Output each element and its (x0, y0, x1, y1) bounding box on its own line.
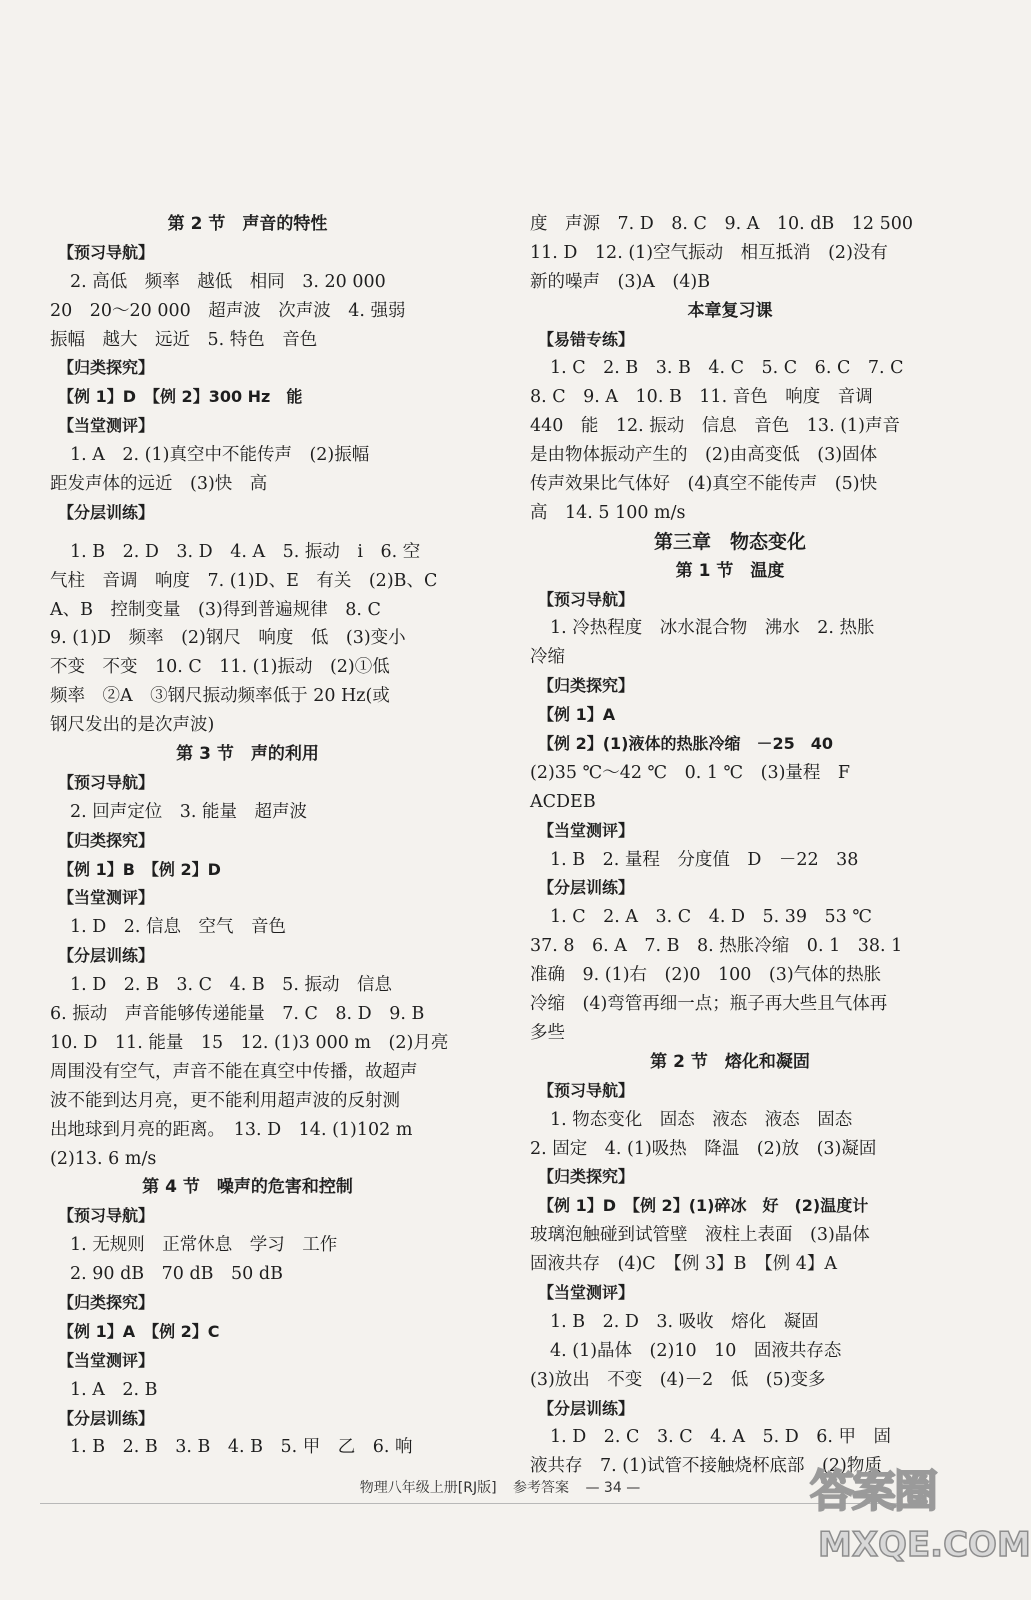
subsection-label: 【预习导航】 (58, 242, 155, 262)
answer-line: 冷缩 (530, 647, 565, 668)
answer-line: 10. D 11. 能量 15 12. (1)3 000 m (2)月亮 (50, 1032, 449, 1053)
answer-line: 新的噪声 (3)A (4)B (530, 271, 711, 292)
answer-line: 距发声体的远近 (3)快 高 (50, 474, 268, 495)
subsection-label: 【当堂测评】 (538, 820, 635, 840)
answer-line: 多些 (530, 1022, 565, 1043)
answer-paragraph: 1. 物态变化 固态 液态 液态 固态 (550, 1109, 853, 1130)
answer-paragraph: 2. 90 dB 70 dB 50 dB (70, 1264, 283, 1285)
answer-line: 固液共存 (4)C 【例 3】B 【例 4】A (530, 1254, 838, 1275)
chapter-heading: 第三章 物态变化 (653, 530, 806, 553)
subsection-label: 【例 1】D 【例 2】300 Hz 能 (58, 387, 303, 407)
answer-paragraph: 1. 冷热程度 冰水混合物 沸水 2. 热胀 (550, 618, 875, 639)
answer-paragraph: 1. C 2. A 3. C 4. D 5. 39 53 ℃ (550, 907, 872, 928)
answer-line: 振幅 越大 远近 5. 特色 音色 (50, 329, 318, 350)
answer-line: 2. 固定 4. (1)吸热 降温 (2)放 (3)凝固 (530, 1138, 877, 1159)
answer-paragraph: 1. B 2. 量程 分度值 D －22 38 (550, 849, 859, 870)
answer-line: A、B 控制变量 (3)得到普遍规律 8. C (50, 599, 381, 620)
watermark-logo: 答案圈 (810, 1466, 936, 1517)
section-heading: 第 1 节 温度 (675, 560, 785, 581)
subsection-label: 【预习导航】 (538, 1080, 635, 1100)
answer-line: 440 能 12. 振动 信息 音色 13. (1)声音 (530, 416, 900, 437)
footer-rule (40, 1503, 920, 1504)
answer-paragraph: 2. 高低 频率 越低 相同 3. 20 000 (70, 271, 386, 292)
answer-paragraph: 4. (1)晶体 (2)10 10 固液共存态 (550, 1340, 842, 1361)
answer-line: 8. C 9. A 10. B 11. 音色 响度 音调 (530, 387, 873, 408)
answer-line: 频率 ②A ③钢尺振动频率低于 20 Hz(或 (50, 686, 390, 707)
subsection-label: 【例 2】(1)液体的热胀冷缩 －25 40 (538, 734, 833, 754)
subsection-label: 【例 1】B 【例 2】D (58, 859, 221, 879)
answer-line: 周围没有空气，声音不能在真空中传播，故超声 (50, 1061, 418, 1082)
subsection-label: 【分层训练】 (58, 946, 155, 966)
answer-line: 出地球到月亮的距离。 13. D 14. (1)102 m (50, 1119, 413, 1140)
answer-paragraph: 1. C 2. B 3. B 4. C 5. C 6. C 7. C (550, 358, 904, 379)
answer-line: 6. 振动 声音能够传递能量 7. C 8. D 9. B (50, 1004, 425, 1025)
answer-line: 钢尺发出的是次声波) (50, 715, 215, 736)
subsection-label: 【当堂测评】 (58, 1350, 155, 1370)
subsection-label: 【当堂测评】 (58, 888, 155, 908)
subsection-label: 【预习导航】 (58, 1206, 155, 1226)
answer-paragraph: 1. A 2. (1)真空中不能传声 (2)振幅 (70, 445, 370, 466)
answer-line: 37. 8 6. A 7. B 8. 热胀冷缩 0. 1 38. 1 (530, 936, 903, 957)
answer-line: 9. (1)D 频率 (2)钢尺 响度 低 (3)变小 (50, 628, 406, 649)
subsection-label: 【当堂测评】 (58, 416, 155, 436)
subsection-label: 【例 1】D 【例 2】(1)碎冰 好 (2)温度计 (538, 1196, 869, 1216)
answer-line: 传声效果比气体好 (4)真空不能传声 (5)快 (530, 474, 878, 495)
answer-line: 冷缩 (4)弯管再细一点；瓶子再大些且气体再 (530, 994, 888, 1015)
subsection-label: 【归类探究】 (58, 358, 155, 378)
section-heading: 第 2 节 声音的特性 (167, 214, 328, 234)
footer-page-number: — 34 — (585, 1480, 641, 1496)
answer-line: 20 20～20 000 超声波 次声波 4. 强弱 (50, 300, 406, 321)
section-heading: 第 3 节 声的利用 (176, 744, 319, 765)
subsection-label: 【例 1】A 【例 2】C (58, 1321, 220, 1341)
answer-paragraph: 1. D 2. B 3. C 4. B 5. 振动 信息 (70, 975, 392, 996)
answer-paragraph: 2. 回声定位 3. 能量 超声波 (70, 801, 308, 822)
subsection-label: 【预习导航】 (538, 589, 635, 609)
answer-line: ACDEB (530, 791, 596, 812)
section-heading: 本章复习课 (687, 300, 773, 321)
answer-paragraph: 1. D 2. 信息 空气 音色 (70, 917, 287, 938)
subsection-label: 【易错专练】 (538, 329, 635, 349)
watermark (810, 1455, 1031, 1575)
watermark-url: MXQE.COM (818, 1525, 1031, 1565)
subsection-label: 【归类探究】 (58, 830, 155, 850)
answer-line: 玻璃泡触碰到试管壁 液柱上表面 (3)晶体 (530, 1225, 870, 1246)
answer-line: (2)13. 6 m/s (50, 1148, 157, 1169)
answer-line: 高 14. 5 100 m/s (530, 502, 686, 523)
answer-line: 波不能到达月亮，更不能利用超声波的反射测 (50, 1090, 400, 1111)
section-heading: 第 4 节 噪声的危害和控制 (142, 1177, 353, 1198)
right-column (530, 210, 930, 1481)
answer-line: 是由物体振动产生的 (2)由高变低 (3)固体 (530, 445, 878, 466)
answer-line: (3)放出 不变 (4)－2 低 (5)变多 (530, 1369, 826, 1390)
answer-line: 液共存 7. (1)试管不接触烧杯底部 (2)物质 (530, 1456, 882, 1477)
answer-line: 11. D 12. (1)空气振动 相互抵消 (2)没有 (530, 242, 888, 263)
footer-section: 参考答案 (513, 1480, 570, 1496)
subsection-label: 【分层训练】 (538, 878, 635, 898)
answer-paragraph: 1. B 2. B 3. B 4. B 5. 甲 乙 6. 响 (70, 1437, 413, 1458)
subsection-label: 【例 1】A (538, 705, 616, 725)
subsection-label: 【分层训练】 (538, 1398, 635, 1418)
answer-line: 准确 9. (1)右 (2)0 100 (3)气体的热胀 (530, 965, 882, 986)
subsection-label: 【归类探究】 (538, 676, 635, 696)
subsection-label: 【归类探究】 (58, 1292, 155, 1312)
answer-paragraph: 1. B 2. D 3. 吸收 熔化 凝固 (550, 1311, 819, 1332)
answer-paragraph: 1. B 2. D 3. D 4. A 5. 振动 i 6. 空 (70, 541, 421, 562)
subsection-label: 【预习导航】 (58, 772, 155, 792)
subsection-label: 【归类探究】 (538, 1167, 635, 1187)
answer-paragraph: 1. D 2. C 3. C 4. A 5. D 6. 甲 固 (550, 1427, 892, 1448)
answer-line: 度 声源 7. D 8. C 9. A 10. dB 12 500 (530, 214, 914, 234)
subsection-label: 【当堂测评】 (538, 1282, 635, 1302)
subsection-label: 【分层训练】 (58, 1408, 155, 1428)
spacer (50, 528, 445, 538)
answer-line: (2)35 ℃～42 ℃ 0. 1 ℃ (3)量程 F (530, 762, 851, 783)
subsection-label: 【分层训练】 (58, 502, 155, 522)
answer-paragraph: 1. A 2. B (70, 1379, 158, 1400)
section-heading: 第 2 节 熔化和凝固 (650, 1051, 810, 1072)
left-column (50, 210, 449, 1462)
answer-paragraph: 1. 无规则 正常休息 学习 工作 (70, 1235, 338, 1256)
footer-book-title: 物理八年级上册[RJ版] (359, 1480, 497, 1496)
answer-line: 气柱 音调 响度 7. (1)D、E 有关 (2)B、C (50, 570, 438, 591)
answer-line: 不变 不变 10. C 11. (1)振动 (2)①低 (50, 657, 390, 678)
